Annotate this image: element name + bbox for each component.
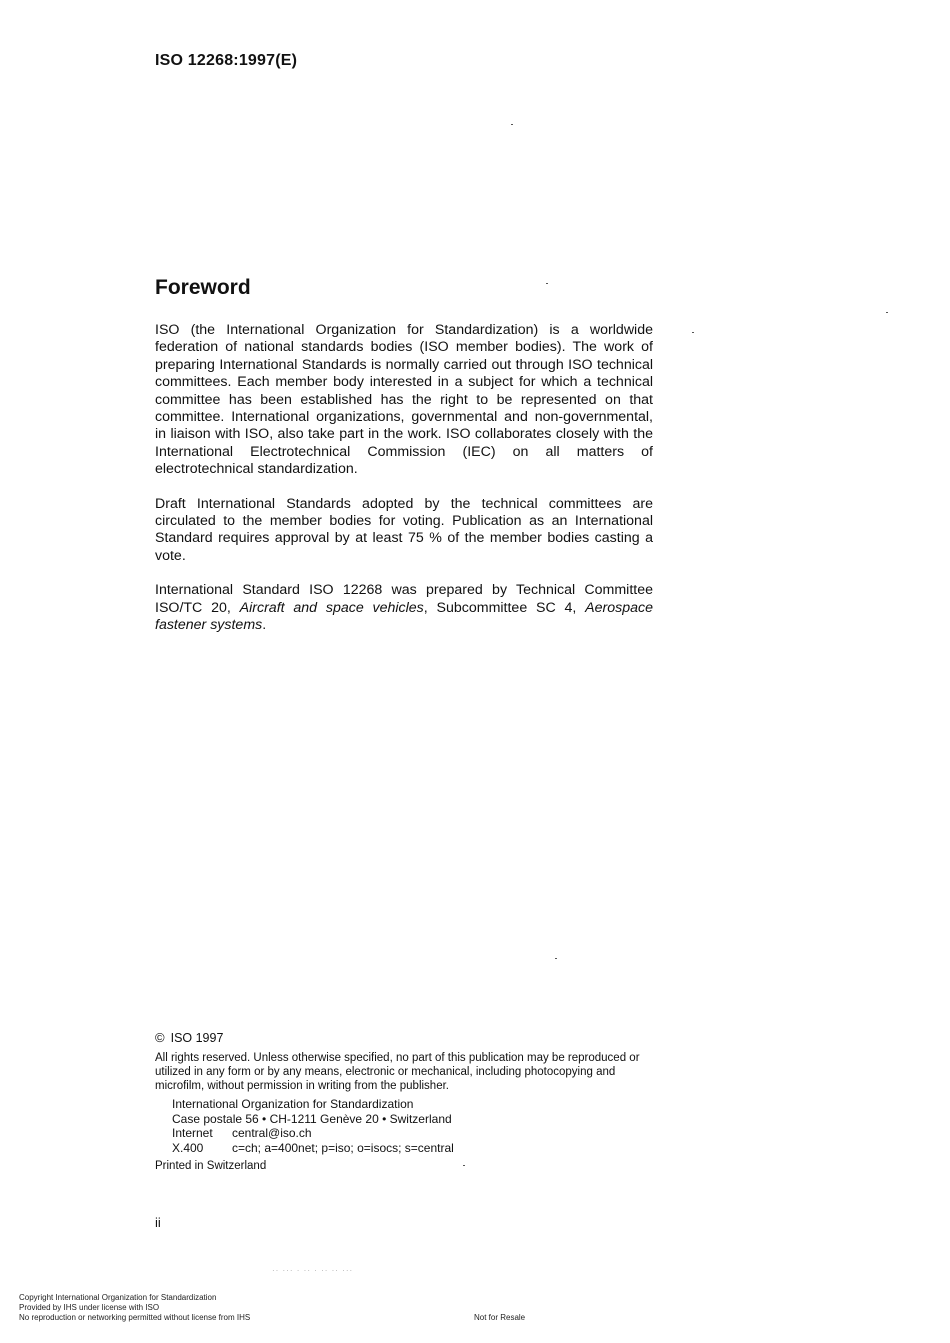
publisher-org: International Organization for Standardization: [172, 1097, 414, 1111]
publisher-address: [172, 1097, 655, 1155]
para3-text-1: International Standard ISO 12268 was prepared by Technical Committee ISO/TC 20,: [155, 582, 653, 616]
publisher-postal: Case postale 56 • CH-1211 Genève 20 • Switzerland: [172, 1111, 452, 1126]
scan-speck: [692, 332, 694, 333]
rights-statement: All rights reserved. Unless otherwise specified, no part of this publication may be reproduced or utilized in any form or by any means, electronic or mechanical, including photocopying and microfilm, without permission in writing from the publisher.: [155, 1052, 640, 1092]
footer-resale: Not for Resale: [474, 1313, 526, 1322]
internet-row: [172, 1126, 655, 1141]
subcommittee-name: Aerospace fastener systems: [155, 599, 653, 634]
copyright-block: [155, 1030, 655, 1172]
scan-speck: [886, 312, 888, 313]
committee-name: Aircraft and space vehicles: [239, 599, 424, 616]
printed-location: Printed in Switzerland: [155, 1160, 267, 1173]
scan-speck: [546, 283, 548, 284]
x400-value: c=ch; a=400net; p=iso; o=isocs; s=central: [232, 1140, 454, 1155]
footer-line-1: Copyright International Organization for Standardization: [19, 1293, 217, 1302]
footer-line-3: No reproduction or networking permitted without license from IHS: [19, 1313, 251, 1322]
document-id: ISO 12268:1997(E): [155, 52, 298, 69]
copyright-year: ISO 1997: [170, 1030, 224, 1045]
x400-label: X.400: [172, 1140, 204, 1155]
page-number: ii: [155, 1215, 161, 1230]
internet-value: central@iso.ch: [232, 1126, 312, 1141]
footer-line-2: Provided by IHS under license with ISO: [19, 1303, 160, 1312]
scan-speck: [511, 124, 513, 125]
internet-label: Internet: [172, 1126, 213, 1141]
license-footer: [19, 1293, 719, 1323]
x400-row: [172, 1141, 655, 1156]
para3-text-3: .: [262, 617, 267, 634]
foreword-body: [155, 322, 653, 652]
foreword-paragraph-2: Draft International Standards adopted by the technical committees are circulated to the member bodies for voting. Publication as an International Standard requires approval by at least 75 % of the member bodies casting a vote.: [155, 495, 653, 564]
foreword-paragraph-1: ISO (the International Organization for Standardization) is a worldwide federation of national standards bodies (ISO member bodies). The work of preparing International Standards is normally carried out through ISO technical committees. Each member body interested in a subject for which a technical committee has been established has the right to be represented on that committee. International organizations, governmental and non-governmental, in liaison with ISO, also take part in the work. ISO collaborates closely with the International Electrotechnical Commission (IEC) on all matters of electrotechnical standardization.: [155, 322, 653, 478]
foreword-heading: Foreword: [155, 276, 251, 299]
para3-text-2: , Subcommittee SC 4,: [423, 599, 586, 616]
copyright-line: [155, 1030, 655, 1045]
scan-speck: [555, 958, 557, 959]
scan-artifact-dots: ·· ··· · ·· · ·· ·· ···: [272, 1266, 354, 1275]
foreword-paragraph-3: [155, 582, 653, 634]
scan-speck: [463, 1165, 465, 1166]
copyright-symbol: ©: [155, 1030, 165, 1045]
